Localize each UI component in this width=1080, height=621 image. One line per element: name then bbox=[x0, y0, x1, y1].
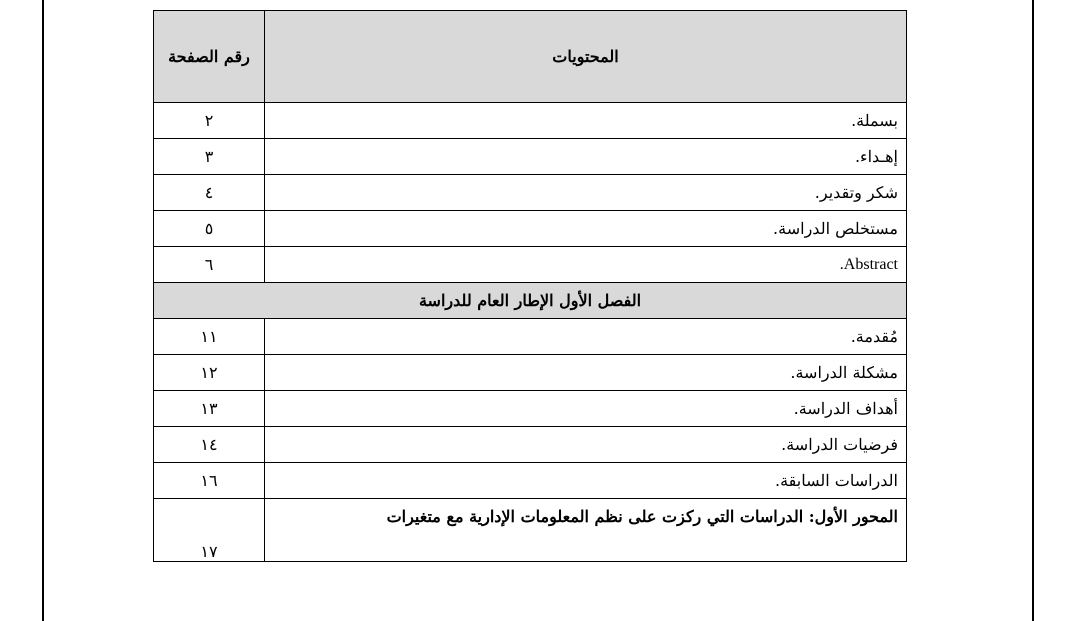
row-page: ١٤ bbox=[154, 427, 265, 463]
row-page: ١٧ bbox=[154, 499, 265, 562]
chapter-heading-row bbox=[154, 283, 907, 319]
table-row bbox=[154, 427, 907, 463]
contents-header: المحتويات bbox=[265, 11, 907, 103]
row-title: مُقدمة. bbox=[265, 319, 907, 355]
row-page: ٣ bbox=[154, 139, 265, 175]
row-title: أهداف الدراسة. bbox=[265, 391, 907, 427]
row-page: ٦ bbox=[154, 247, 265, 283]
page-number-header: رقم الصفحة bbox=[154, 11, 265, 103]
page-border-left bbox=[42, 0, 44, 621]
row-page: ٢ bbox=[154, 103, 265, 139]
row-title: الدراسات السابقة. bbox=[265, 463, 907, 499]
row-title: Abstract. bbox=[265, 247, 907, 283]
row-title: مشكلة الدراسة. bbox=[265, 355, 907, 391]
table-row bbox=[154, 247, 907, 283]
row-title: شكر وتقدير. bbox=[265, 175, 907, 211]
row-page: ١٣ bbox=[154, 391, 265, 427]
row-page: ١١ bbox=[154, 319, 265, 355]
row-page: ١٦ bbox=[154, 463, 265, 499]
row-page: ٥ bbox=[154, 211, 265, 247]
table-of-contents bbox=[153, 10, 907, 562]
row-title: مستخلص الدراسة. bbox=[265, 211, 907, 247]
chapter-heading: الفصل الأول الإطار العام للدراسة bbox=[154, 283, 907, 319]
table-row bbox=[154, 175, 907, 211]
table-row bbox=[154, 139, 907, 175]
table-row bbox=[154, 355, 907, 391]
table-row bbox=[154, 211, 907, 247]
table-row bbox=[154, 463, 907, 499]
page-border-right bbox=[1032, 0, 1034, 621]
row-page: ١٢ bbox=[154, 355, 265, 391]
table-row bbox=[154, 319, 907, 355]
table-row bbox=[154, 391, 907, 427]
axis-one-title: المحور الأول: الدراسات التي ركزت على نظم المعلومات الإدارية مع متغيرات bbox=[265, 499, 907, 562]
table-row bbox=[154, 499, 907, 562]
row-page: ٤ bbox=[154, 175, 265, 211]
row-title: فرضيات الدراسة. bbox=[265, 427, 907, 463]
row-title: بسملة. bbox=[265, 103, 907, 139]
table-header-row bbox=[154, 11, 907, 103]
row-title: إهـداء. bbox=[265, 139, 907, 175]
table-row bbox=[154, 103, 907, 139]
